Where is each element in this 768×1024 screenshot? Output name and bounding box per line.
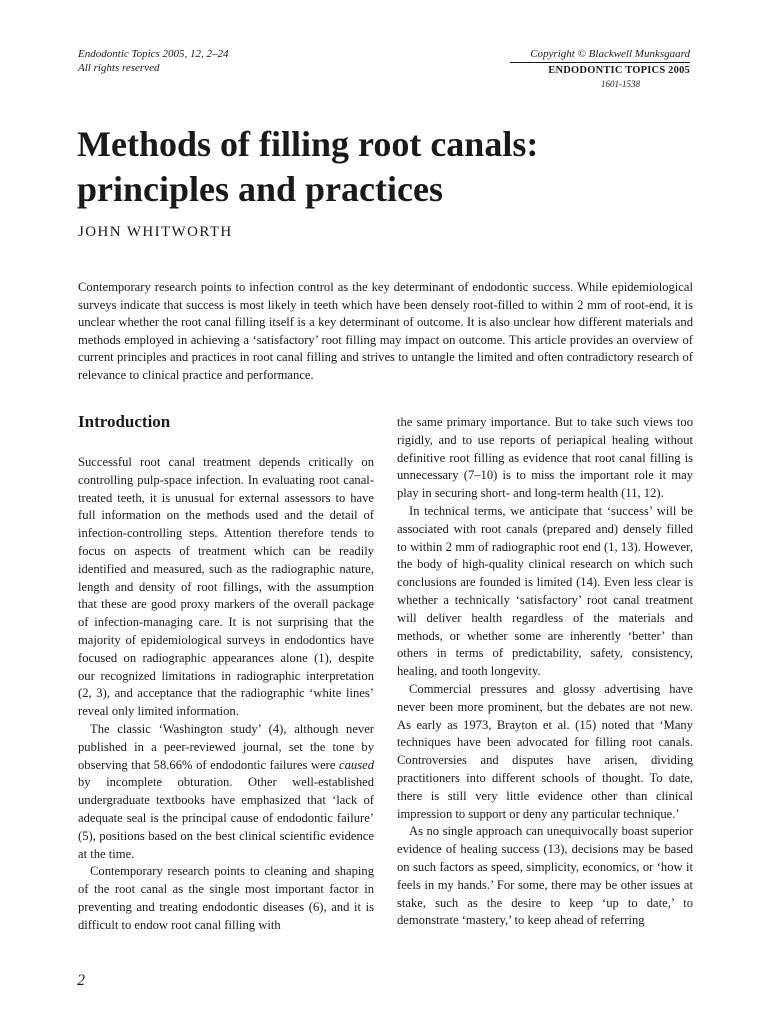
intro-paragraph-3: Contemporary research points to cleaning and shaping of the root canal as the single most important factor in preventing and treating endodontic diseases (6), and it is difficult to endow root canal filling with <box>78 864 374 932</box>
issn: 1601-1538 <box>601 79 640 89</box>
page-number: 2 <box>77 972 85 989</box>
left-column <box>78 410 374 935</box>
article-title: Methods of filling root canals: principles and practices <box>77 124 539 209</box>
right-column <box>397 414 693 930</box>
journal-name: ENDODONTIC TOPICS 2005 <box>510 62 690 77</box>
intro-paragraph-2 <box>78 721 374 863</box>
rights-notice: All rights reserved <box>78 62 160 74</box>
running-header-left <box>78 47 229 75</box>
intro-paragraph-2-emphasis: caused <box>339 757 374 772</box>
intro-paragraph-2-start: The classic ‘Washington study’ (4), although never published in a peer-reviewed journal, set the tone by observing that 58.66% of endodontic failures were <box>78 721 374 772</box>
running-header-right <box>510 47 690 90</box>
copyright-notice: Copyright © Blackwell Munksgaard <box>530 48 690 60</box>
article-abstract: Contemporary research points to infection control as the key determinant of endodontic success. While epidemiological surveys indicate that success is most likely in teeth which have been densely root-filled to within 2 mm of root-end, it is unclear whether the root canal filling itself is a key determinant of outcome. It is also unclear how different materials and methods employed in achieving a ‘satisfactory’ root filling may impact on outcome. This article provides an overview of current principles and practices in root canal filling and strives to untangle the limited and often contradictory research of relevance to clinical practice and performance. <box>78 280 693 382</box>
intro-paragraph-2-end: by incomplete obturation. Other well-established undergraduate textbooks have emphasized that ‘lack of adequate seal is the principal cause of endodontic failure’ (5), positions based on the best clinical scientific evidence at the time. <box>78 775 374 861</box>
journal-issue: Endodontic Topics 2005, 12, 2–24 <box>78 48 229 60</box>
intro-paragraph-3-continued: the same primary importance. But to take such views too rigidly, and to use reports of periapical healing without definitive root filling as evidence that root canal filling is unnecessary (7–10) is to miss the important role it may play in securing short- and long-term health (11, 12). <box>397 415 693 501</box>
intro-paragraph-6: As no single approach can unequivocally boast superior evidence of healing success (13), decisions may be based on such factors as speed, simplicity, economics, or ‘how it feels in my hands.’ For some, there may be other issues at stake, such as the desire to keep ‘up to date,’ to demonstrate ‘mastery,’ to keep ahead of referring <box>397 824 693 928</box>
intro-paragraph-4: In technical terms, we anticipate that ‘success’ will be associated with root canals (prepared and) densely filled to within 2 mm of radiographic root end (1, 13). However, the body of high-quality clinical research on which such conclusions are founded is limited (14). Even less clear is whether a technically ‘satisfactory’ root canal treatment will deliver health regardless of the materials and methods, or whether some are inherently ‘better’ than others in terms of predictability, safety, consistency, healing, and tooth longevity. <box>397 503 693 679</box>
article-author: JOHN WHITWORTH <box>78 224 233 240</box>
section-heading-introduction: Introduction <box>78 412 171 431</box>
intro-paragraph-1: Successful root canal treatment depends critically on controlling pulp-space infection. In evaluating root canal-treated teeth, it is unusual for external assessors to have full information on the methods used and the detail of infection-controlling steps. Attention therefore tends to focus on aspects of treatment which can be readily identified and measured, such as the radiographic nature, length and density of root fillings, with the assumption that these are good proxy markers of the overall package of infection-managing care. It is not surprising that the majority of epidemiological surveys in endodontics have focused on radiographic appearances alone (1), despite our recognized limitations in radiographic interpretation (2, 3), and acceptance that the radiographic ‘white lines’ reveal only limited information. <box>78 455 374 719</box>
intro-paragraph-5: Commercial pressures and glossy advertising have never been more prominent, but the debates are not new. As early as 1973, Brayton et al. (15) noted that ‘Many techniques have been advocated for filling root canals. Controversies and disputes have arisen, dividing practitioners into different schools of thought. To date, there is still very little evidence other than clinical impression to support or deny any particular technique.’ <box>397 681 693 821</box>
